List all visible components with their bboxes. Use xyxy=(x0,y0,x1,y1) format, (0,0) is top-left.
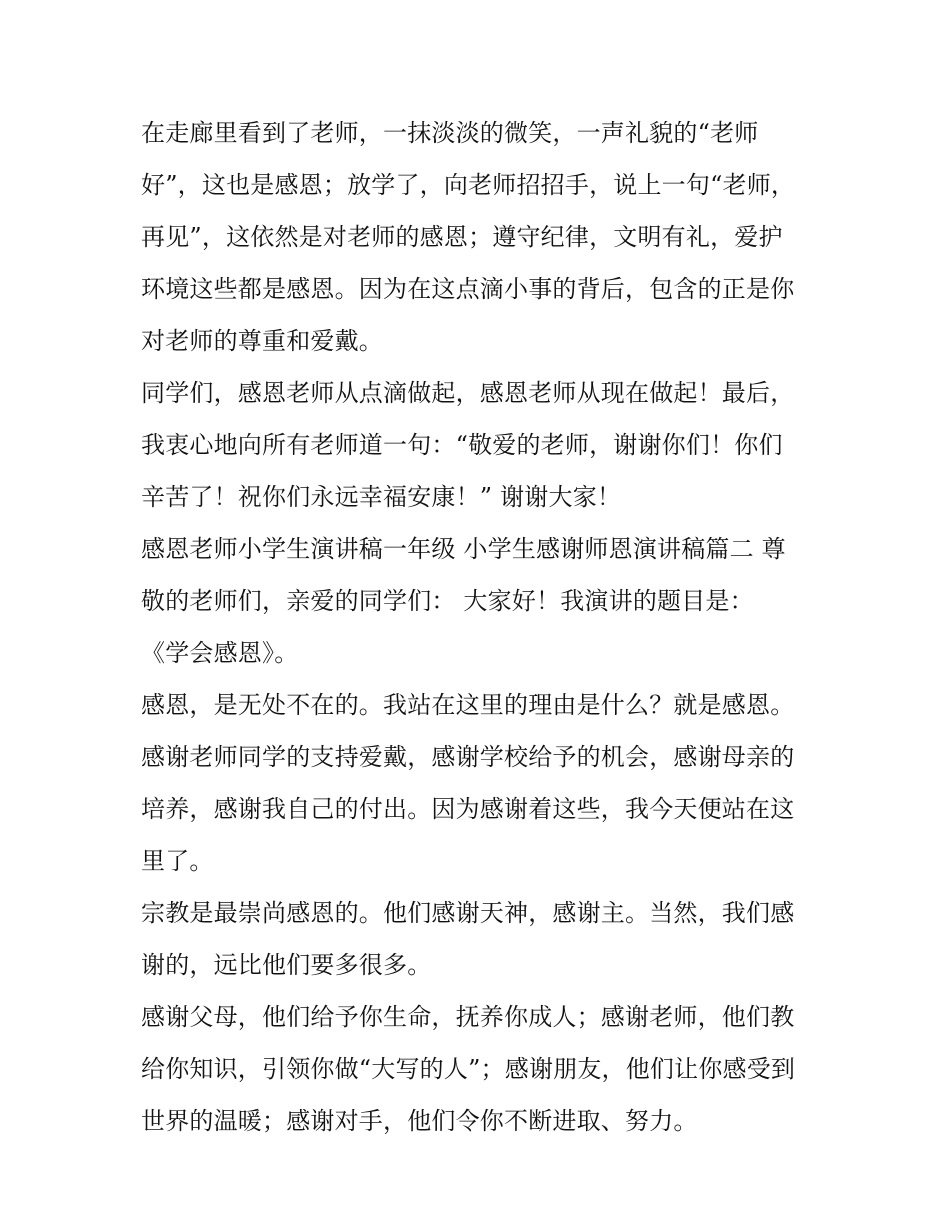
text-line: 感恩老师小学生演讲稿一年级 小学生感谢师恩演讲稿篇二 尊 xyxy=(141,535,786,563)
text-line: 敬的老师们，亲爱的同学们： 大家好！我演讲的题目是： xyxy=(141,587,754,615)
text-line: 世界的温暖；感谢对手，他们令你不断进取、努力。 xyxy=(141,1107,698,1135)
text-line: 感恩，是无处不在的。我站在这里的理由是什么？就是感恩。 xyxy=(141,691,795,719)
text-line: 感谢父母，他们给予你生命，抚养你成人；感谢老师，他们教 xyxy=(141,1003,795,1031)
document-body xyxy=(141,107,821,1147)
text-line: 我衷心地向所有老师道一句：“敬爱的老师，谢谢你们！你们 xyxy=(141,431,783,459)
text-line: 培养，感谢我自己的付出。因为感谢着这些，我今天便站在这 xyxy=(141,795,795,823)
text-line: 对老师的尊重和爱戴。 xyxy=(141,327,383,355)
text-line: 谢的，远比他们要多很多。 xyxy=(141,951,432,979)
text-line: 辛苦了！祝你们永远幸福安康！” 谢谢大家！ xyxy=(141,483,622,511)
text-line: 在走廊里看到了老师，一抹淡淡的微笑，一声礼貌的“老师 xyxy=(141,119,759,147)
text-line: 给你知识，引领你做“大写的人”；感谢朋友，他们让你感受到 xyxy=(141,1055,796,1083)
text-line: 环境这些都是感恩。因为在这点滴小事的背后，包含的正是你 xyxy=(141,275,795,303)
text-line: 宗教是最崇尚感恩的。他们感谢天神，感谢主。当然，我们感 xyxy=(141,899,795,927)
text-line: 再见”，这依然是对老师的感恩；遵守纪律，文明有礼，爱护 xyxy=(141,223,783,251)
text-line: 《学会感恩》。 xyxy=(141,639,299,667)
text-line: 里了。 xyxy=(141,847,214,875)
text-line: 同学们，感恩老师从点滴做起，感恩老师从现在做起！最后， xyxy=(141,379,795,407)
text-line: 好”，这也是感恩；放学了，向老师招招手，说上一句“老师， xyxy=(141,171,796,199)
text-line: 感谢老师同学的支持爱戴，感谢学校给予的机会，感谢母亲的 xyxy=(141,743,795,771)
